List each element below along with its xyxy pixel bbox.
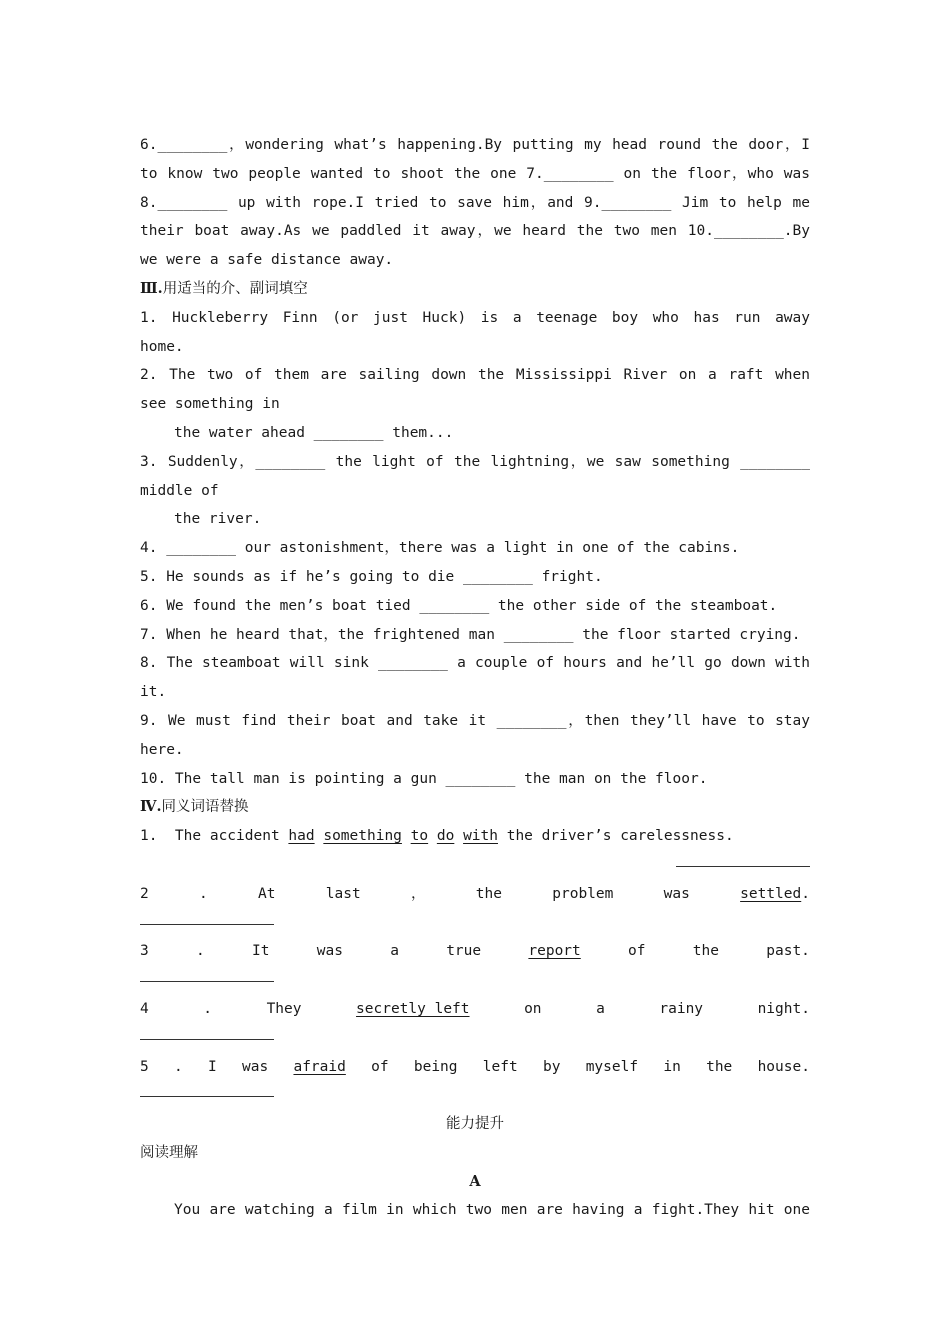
synonym-item-1 (140, 822, 810, 851)
underlined-word: to (410, 828, 429, 845)
section-4-heading (140, 793, 810, 822)
answer-line-row (140, 966, 810, 995)
answer-line-row (140, 909, 810, 938)
item-number: 4 (140, 1000, 149, 1017)
item-word: a (390, 943, 399, 960)
question-item: 5. He sounds as if he’s going to die ________ fright. (140, 568, 603, 585)
reading-line: You are watching a film in which two men are having a fight.They hit one (174, 1202, 810, 1219)
item-number: 3 (140, 943, 149, 960)
item-number: 2 (140, 885, 149, 902)
document-page (140, 131, 810, 1225)
item-word: ， (410, 885, 426, 902)
item-word: the (692, 943, 719, 960)
item-word: night. (757, 1000, 810, 1017)
answer-line-row (140, 851, 810, 880)
question-item-cont: here. (140, 741, 184, 758)
question-item-cont: see something in (140, 396, 280, 413)
passage-label: A (469, 1172, 481, 1190)
underlined-word: secretly left (356, 1000, 470, 1017)
section-4-title: 同义词语替换 (161, 799, 249, 816)
item-word: a (596, 1000, 605, 1017)
item-word: was (316, 943, 343, 960)
item-word: problem (552, 885, 614, 902)
item-word: myself (585, 1058, 639, 1075)
section-3-number: Ⅲ. (140, 279, 163, 297)
item-text: the driver’s carelessness. (497, 828, 734, 845)
answer-line (140, 1039, 274, 1040)
section-3-title: 用适当的介、副词填空 (162, 280, 308, 297)
synonym-item-3 (140, 937, 810, 966)
item-word: being (413, 1058, 458, 1075)
question-item: 9. We must find their boat and take it ________，then they’ll have to stay (140, 712, 810, 729)
item-text: 1. The accident (140, 828, 289, 845)
question-item: 2. The two of them are sailing down the Mississippi River on a raft when (140, 367, 810, 384)
item-word: last (325, 885, 361, 902)
underlined-word: do (436, 828, 455, 845)
question-item-cont: the river. (174, 511, 262, 528)
passage-line: to know two people wanted to shoot the one 7.________ on the floor，who was (140, 165, 810, 182)
passage-line: 8.________ up with rope.I tried to save him，and 9.________ Jim to help me (140, 194, 810, 211)
passage-line: their boat away.As we paddled it away，we heard the two men 10.________.By (140, 223, 810, 240)
item-word: was (663, 885, 690, 902)
answer-line (140, 981, 274, 982)
ability-section-title: 能力提升 (446, 1116, 504, 1133)
underlined-word: afraid (293, 1058, 346, 1075)
answer-line-row (140, 1081, 810, 1110)
item-number: 5 (140, 1058, 149, 1075)
item-word: At (258, 885, 276, 902)
item-word: the (706, 1058, 733, 1075)
section-3-heading (140, 275, 810, 304)
item-dot: . (174, 1058, 183, 1075)
item-dot: . (203, 1000, 213, 1017)
passage-line: we were a safe distance away. (140, 252, 394, 269)
item-word: They (266, 1000, 302, 1017)
underlined-word: something (323, 828, 402, 845)
item-word: rainy (659, 1000, 704, 1017)
answer-line (140, 924, 274, 925)
item-word: of (371, 1058, 389, 1075)
item-word: the (475, 885, 502, 902)
answer-line-row (140, 1024, 810, 1053)
answer-line (140, 1096, 274, 1097)
question-item: 1. Huckleberry Finn (or just Huck) is a teenage boy who has run away (140, 309, 810, 326)
item-word: left (482, 1058, 518, 1075)
question-item: 6. We found the men’s boat tied ________ the other side of the steamboat. (140, 597, 778, 614)
synonym-item-4 (140, 995, 810, 1024)
question-item: 4. ________ our astonishment，there was a light in one of the cabins. (140, 540, 740, 557)
item-word: house. (757, 1058, 810, 1075)
question-item-cont: home. (140, 338, 184, 355)
item-word: by (542, 1058, 561, 1075)
item-word: . (801, 885, 810, 902)
item-word: past. (766, 943, 810, 960)
item-dot: . (196, 943, 205, 960)
item-dot: . (199, 885, 208, 902)
item-word: on (524, 1000, 542, 1017)
answer-line (676, 866, 810, 867)
synonym-item-2 (140, 880, 810, 909)
underlined-word: settled (740, 885, 802, 902)
item-word: I (208, 1058, 217, 1075)
item-word: true (446, 943, 482, 960)
synonym-item-5 (140, 1053, 810, 1082)
item-word: of (628, 943, 646, 960)
item-word: It (252, 943, 270, 960)
question-item-cont: the water ahead ________ them... (174, 424, 454, 441)
section-4-number: Ⅳ. (140, 798, 162, 816)
question-item: 8. The steamboat will sink ________ a couple of hours and he’ll go down with (140, 655, 810, 672)
item-word: in (663, 1058, 681, 1075)
item-word: was (242, 1058, 269, 1075)
question-item: 3. Suddenly，________ the light of the lightning，we saw something ________ (140, 453, 810, 470)
question-item-cont: middle of (140, 482, 219, 499)
underlined-word: report (528, 943, 581, 960)
question-item-cont: it. (140, 684, 167, 701)
question-item: 10. The tall man is pointing a gun ________ the man on the floor. (140, 770, 708, 787)
underlined-word: with (463, 828, 498, 845)
underlined-word: had (288, 828, 315, 845)
passage-line: 6.________，wondering what’s happening.By putting my head round the door，I (140, 137, 810, 153)
question-item: 7. When he heard that，the frightened man ________ the floor started crying. (140, 626, 801, 643)
reading-heading: 阅读理解 (140, 1144, 198, 1161)
